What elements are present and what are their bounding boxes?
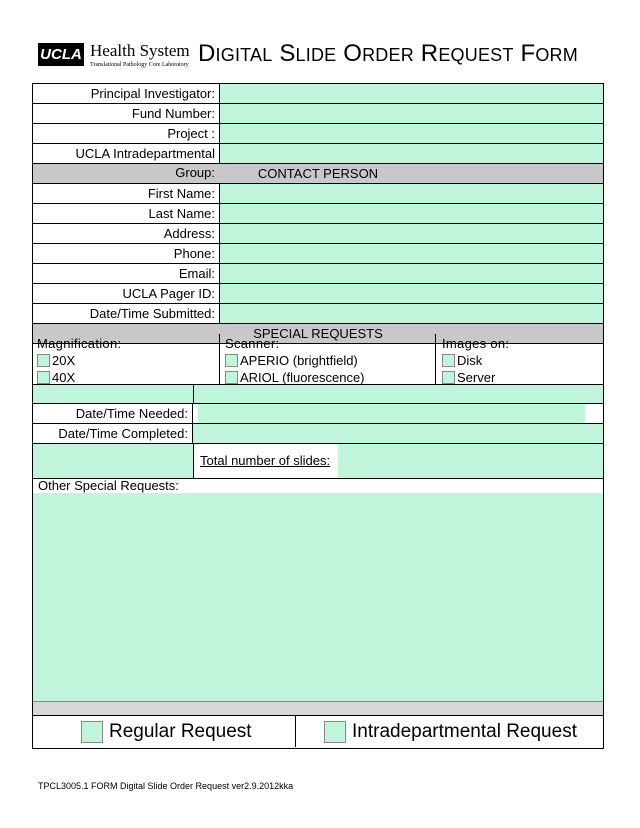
contact-fields [33,184,603,344]
magnification-group [33,334,220,384]
ucla-logo [38,43,84,66]
request-type-row [33,716,603,747]
regular-request-option[interactable] [33,716,296,747]
phone-label: Phone: [33,244,220,263]
checkbox-ariol[interactable] [225,371,238,384]
option-20x[interactable]: 20X [37,352,219,369]
option-40x[interactable]: 40X [37,369,219,386]
footer-text: TPCL3005.1 FORM Digital Slide Order Request ver2.9.2012kka [38,781,294,791]
intradepartmental-group-input[interactable] [220,144,603,163]
checkbox-20x[interactable] [37,354,50,367]
intradepartmental-request-label: Intradepartmental Request [352,720,577,742]
page-title: DIGITAL SLIDE ORDER REQUEST FORM [198,40,578,67]
option-disk[interactable]: Disk [442,352,603,369]
date-submitted-input[interactable] [220,304,603,323]
images-on-title: Images on: [442,336,510,351]
logo-ucla-text: UCLA [40,46,82,63]
option-ariol[interactable]: ARIOL (fluorescence) [225,369,435,386]
address-label: Address: [33,224,220,243]
regular-request-label: Regular Request [109,720,252,742]
date-completed-label: Date/Time Completed: [33,424,193,443]
fund-number-input[interactable] [220,104,603,123]
pager-id-input[interactable] [220,284,603,303]
address-input[interactable] [220,224,603,243]
other-requests-textarea[interactable] [33,493,603,701]
phone-input[interactable] [220,244,603,263]
date-needed-label: Date/Time Needed: [33,404,193,423]
last-name-input[interactable] [220,204,603,223]
first-name-label: First Name: [33,184,220,203]
regular-request-checkbox[interactable] [81,721,103,743]
checkbox-disk[interactable] [442,354,455,367]
total-slides-row [33,444,603,478]
fund-number-label: Fund Number: [33,104,220,123]
magnification-title: Magnification: [37,336,122,351]
blank-row [33,385,603,403]
scanner-group [220,334,436,384]
pi-label: Principal Investigator: [33,84,220,103]
option-aperio[interactable]: APERIO (brightfield) [225,352,435,369]
intradepartmental-request-checkbox[interactable] [324,721,346,743]
email-label: Email: [33,264,220,283]
checkbox-server[interactable] [442,371,455,384]
intradepartmental-request-option[interactable] [296,716,603,747]
pi-input[interactable] [220,84,603,103]
date-needed-input[interactable] [198,404,585,423]
options-block [33,334,603,384]
first-name-input[interactable] [220,184,603,203]
total-slides-label: Total number of slides: [200,453,331,468]
date-submitted-label: Date/Time Submitted: [33,304,220,323]
date-completed-row [33,424,603,443]
contact-person-header: CONTACT PERSON [33,164,603,184]
top-fields [33,84,603,184]
other-requests-label: Other Special Requests: [38,478,179,493]
option-server[interactable]: Server [442,369,603,386]
last-name-label: Last Name: [33,204,220,223]
blank-cell-right[interactable] [194,385,603,403]
project-input[interactable] [220,124,603,143]
images-on-group [436,334,603,384]
blank-cell-left[interactable] [33,385,194,403]
logo-subtitle: Translational Pathology Core Laboratory [90,62,189,68]
intradepartmental-group-label: UCLA Intradepartmental Group: [33,144,220,163]
logo-health-system: Health System [90,41,190,60]
date-completed-input[interactable] [193,424,603,443]
special-requests-header: SPECIAL REQUESTS [33,324,603,344]
total-slides-left-cell[interactable] [33,444,194,478]
scanner-title: Scanner: [225,336,280,351]
email-input[interactable] [220,264,603,283]
date-needed-row [33,404,603,423]
checkbox-40x[interactable] [37,371,50,384]
checkbox-aperio[interactable] [225,354,238,367]
total-slides-input[interactable] [338,444,603,478]
pager-id-label: UCLA Pager ID: [33,284,220,303]
spacer-bar [33,701,603,716]
project-label: Project : [33,124,220,143]
